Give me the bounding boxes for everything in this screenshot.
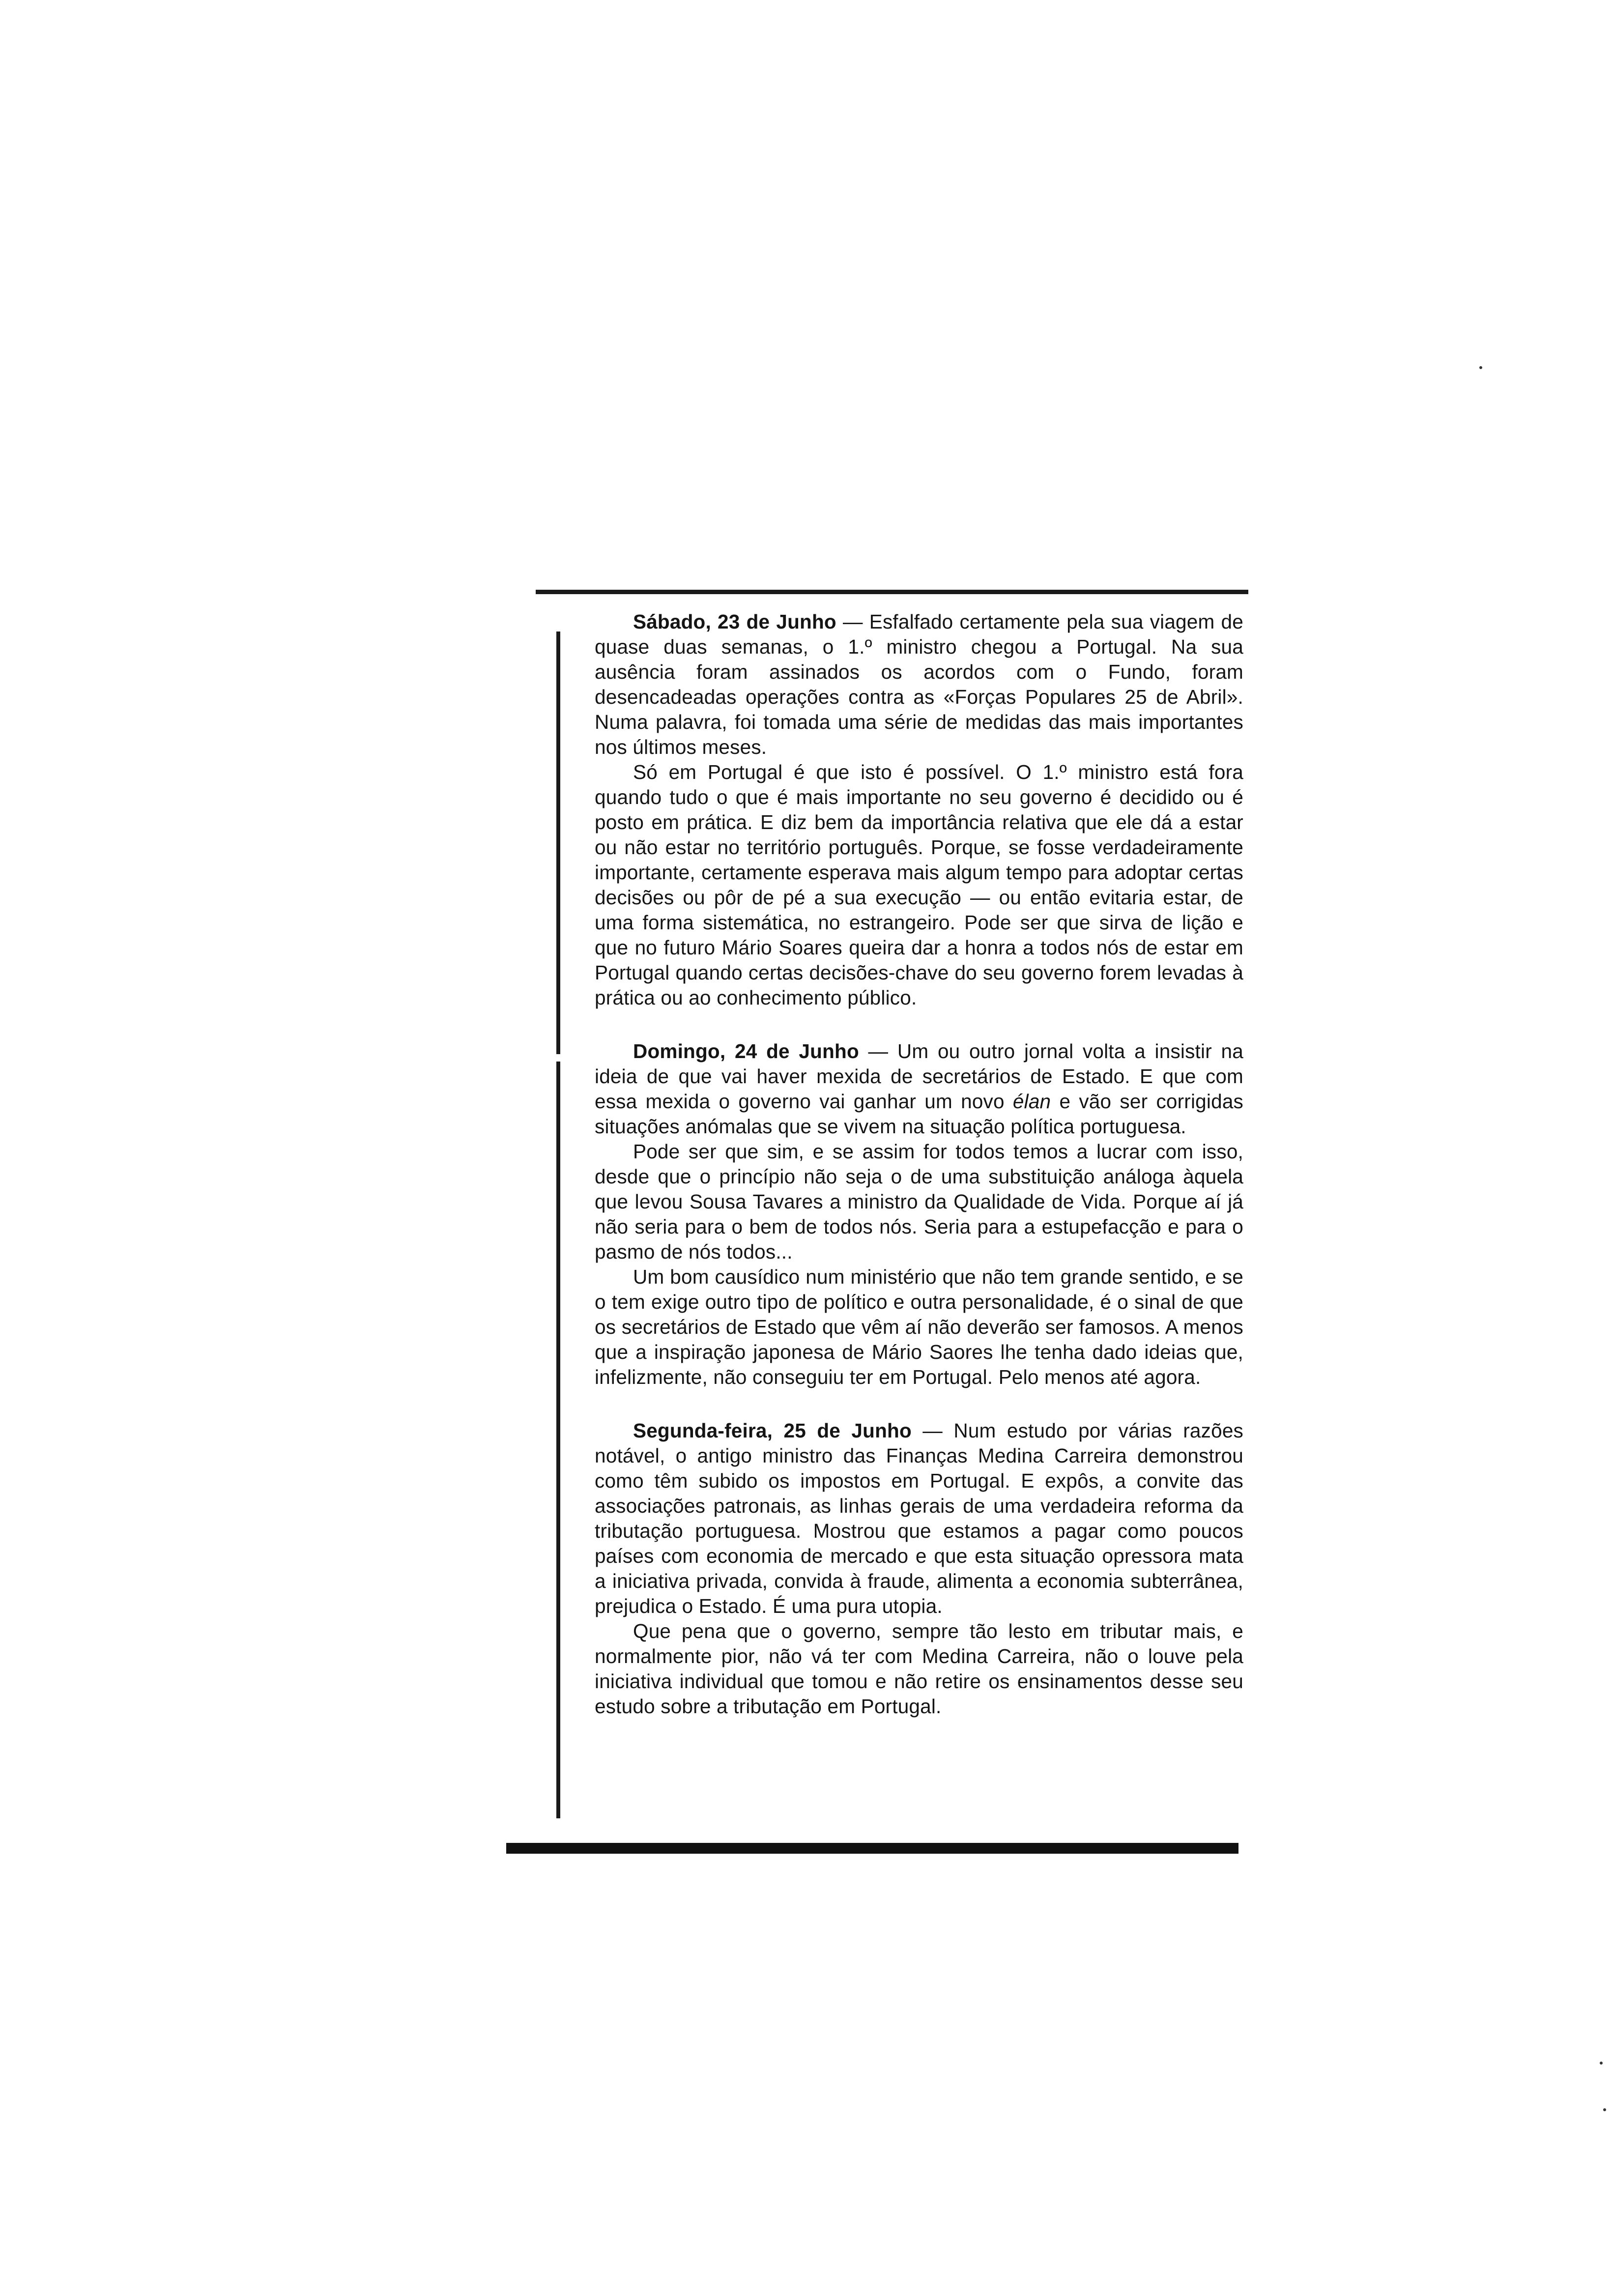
paragraph bbox=[595, 609, 1243, 760]
paragraph-text: — Um ou outro jornal volta a insistir na ideia de que vai haver mexida de secretários de Estado. E que com essa mexida o governo vai ganhar um novo bbox=[595, 1040, 1243, 1113]
scan-speck bbox=[1603, 2108, 1606, 2111]
italic-term: élan bbox=[1012, 1090, 1051, 1113]
paragraph bbox=[595, 1418, 1243, 1619]
newspaper-clipping bbox=[516, 577, 1263, 1875]
paragraph bbox=[595, 1264, 1243, 1390]
entry-date: Domingo, 24 de Junho bbox=[633, 1040, 859, 1062]
paragraph-text: Um bom causídico num ministério que não tem grande sentido, e se o tem exige outro tipo de político e outra personalidade, é o sinal de que os secretários de Estado que vêm aí não deverão ser famosos. A menos que a inspiração japonesa de Mário Saores lhe tenha dado ideias que, infelizmente, não conseguiu ter em Portugal. Pelo menos até agora. bbox=[595, 1265, 1243, 1388]
diary-entry-saturday bbox=[595, 609, 1243, 1010]
paragraph-text: — Num estudo por várias razões notável, o antigo ministro das Finanças Medina Carreira demonstrou como têm subido os impostos em Portugal. E expôs, a convite das associações patronais, as linhas gerais de uma verdadeira reforma da tributação portuguesa. Mostrou que estamos a pagar como poucos países com economia de mercado e que esta situação opressora mata a iniciativa privada, convida à fraude, alimenta a economia subterrânea, prejudica o Estado. É uma pura utopia. bbox=[595, 1419, 1243, 1617]
paragraph bbox=[595, 1619, 1243, 1719]
paragraph-text: e vão ser corrigidas situações anómalas que se vivem na situação política portuguesa. bbox=[595, 1090, 1244, 1138]
margin-bar bbox=[556, 631, 560, 1054]
top-rule bbox=[536, 590, 1248, 594]
article-column bbox=[595, 609, 1243, 1748]
paragraph-text: Só em Portugal é que isto é possível. O 1.º ministro está fora quando tudo o que é mais importante no seu governo é decidido ou é posto em prática. E diz bem da importância relativa que ele dá a estar ou não estar no território português. Porque, se fosse verdadeiramente importante, certamente esperava mais algum tempo para adoptar certas decisões ou pôr de pé a sua execução — ou então evitaria estar, de uma forma sistemática, no estrangeiro. Pode ser que sirva de lição e que no futuro Mário Soares queira dar a honra a todos nós de estar em Portugal quando certas decisões-chave do seu governo forem levadas à prática ou ao conhecimento público. bbox=[595, 761, 1243, 1009]
scan-speck bbox=[1479, 366, 1482, 369]
paragraph-text: Pode ser que sim, e se assim for todos temos a lucrar com isso, desde que o princípio não seja o de uma substituição análoga àquela que levou Sousa Tavares a ministro da Qualidade de Vida. Porque aí já não seria para o bem de todos nós. Seria para a estupefacção e para o pasmo de nós todos... bbox=[595, 1140, 1243, 1263]
paragraph bbox=[595, 760, 1243, 1010]
bottom-rule bbox=[506, 1843, 1238, 1854]
margin-bar bbox=[556, 1062, 560, 1818]
entry-date: Segunda-feira, 25 de Junho bbox=[633, 1419, 912, 1442]
paragraph bbox=[595, 1039, 1243, 1139]
paragraph-text: Que pena que o governo, sempre tão lesto em tributar mais, e normalmente pior, não vá ter com Medina Carreira, não o louve pela iniciativa individual que tomou e não retire os ensinamentos desse seu estudo sobre a tributação em Portugal. bbox=[595, 1620, 1243, 1718]
paragraph bbox=[595, 1139, 1243, 1264]
paragraph-text: — Esfalfado certamente pela sua viagem de quase duas semanas, o 1.º ministro chegou a Portugal. Na sua ausência foram assinados os acordos com o Fundo, foram desencadeadas operações contra as «Forças Populares 25 de Abril». Numa palavra, foi tomada uma série de medidas das mais importantes nos últimos meses. bbox=[595, 610, 1243, 758]
scan-speck bbox=[1600, 2062, 1603, 2065]
diary-entry-monday bbox=[595, 1418, 1243, 1719]
diary-entry-sunday bbox=[595, 1039, 1243, 1390]
entry-date: Sábado, 23 de Junho bbox=[633, 610, 836, 633]
